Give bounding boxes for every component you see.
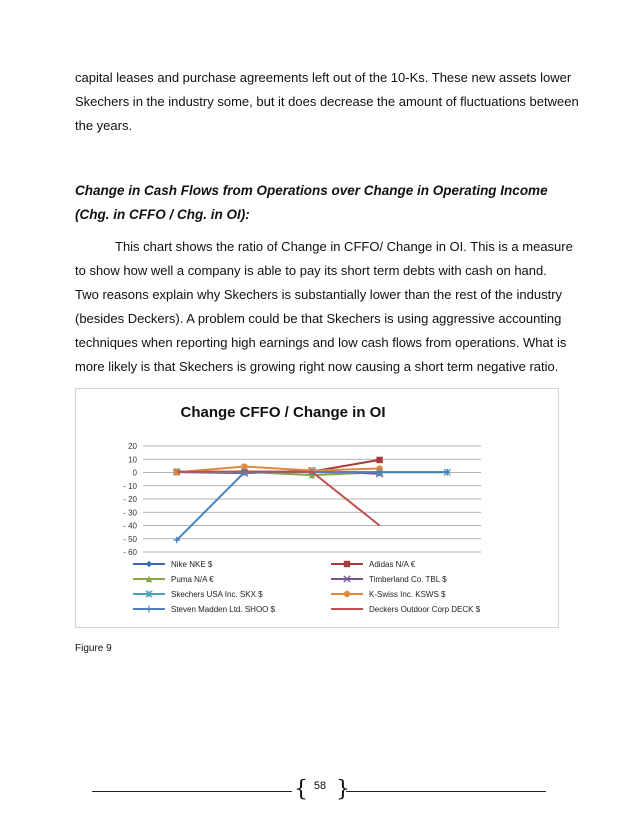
legend-label: Steven Madden Ltd. SHOO $	[171, 605, 276, 614]
footer-rule-left	[92, 791, 292, 792]
y-tick-label: - 10	[123, 481, 137, 491]
footer-rule-right	[346, 791, 546, 792]
chart-frame	[75, 388, 559, 628]
data-point	[146, 561, 152, 567]
chart-title: Change CFFO / Change in OI	[180, 404, 386, 421]
data-point	[146, 606, 152, 612]
y-tick-label: 20	[128, 442, 137, 451]
text-line: (besides Deckers). A problem could be that Skechers is using aggressive accounting	[75, 311, 562, 326]
text-line: more likely is that Skechers is growing right now causing a short term negative ratio.	[75, 359, 559, 374]
legend-label: Timberland Co. TBL $	[369, 575, 447, 584]
page-number: 58	[313, 780, 327, 792]
text-line: Two reasons explain why Skechers is substantially lower than the rest of the industry	[75, 287, 563, 302]
y-tick-label: - 50	[123, 534, 137, 544]
legend-label: Nike NKE $	[171, 560, 213, 569]
series-line	[177, 471, 380, 525]
footer-brace-right: }	[336, 777, 350, 802]
heading-line: (Chg. in CFFO / Chg. in OI):	[75, 207, 250, 222]
y-tick-label: 10	[128, 455, 137, 465]
section-heading	[75, 179, 575, 227]
legend-label: Puma N/A €	[171, 575, 214, 584]
legend-label: Skechers USA Inc. SKX $	[171, 590, 263, 599]
y-tick-label: - 40	[123, 521, 137, 531]
heading-line: Change in Cash Flows from Operations over Change in Operating Income	[75, 183, 548, 198]
text-line: the years.	[75, 118, 133, 133]
y-tick-label: - 30	[123, 508, 137, 518]
line-chart	[76, 389, 558, 627]
data-point	[241, 463, 247, 469]
data-point	[344, 561, 350, 567]
text-line: This chart shows the ratio of Change in CFFO/ Change in OI. This is a measure	[115, 239, 573, 254]
footer-brace-left: {	[294, 777, 308, 802]
y-tick-label: 0	[132, 468, 137, 478]
text-line: Skechers in the industry some, but it does decrease the amount of fluctuations between	[75, 94, 579, 109]
data-point	[376, 457, 382, 463]
text-line: to show how well a company is able to pay its short term debts with cash on hand.	[75, 263, 547, 278]
legend-label: Deckers Outdoor Corp DECK $	[369, 605, 481, 614]
legend-label: K-Swiss Inc. KSWS $	[369, 590, 446, 599]
series-line	[177, 472, 447, 540]
legend-label: Adidas N/A €	[369, 560, 416, 569]
data-point	[344, 591, 350, 597]
text-line: capital leases and purchase agreements left out of the 10-Ks. These new assets lower	[75, 70, 572, 85]
y-tick-label: - 20	[123, 495, 137, 504]
body-paragraph	[75, 235, 575, 379]
text-line: techniques when reporting high earnings and low cash flows from operations. What is	[75, 335, 567, 350]
intro-paragraph	[75, 66, 579, 138]
figure-caption: Figure 9	[75, 643, 112, 654]
y-tick-label: - 60	[123, 548, 137, 557]
